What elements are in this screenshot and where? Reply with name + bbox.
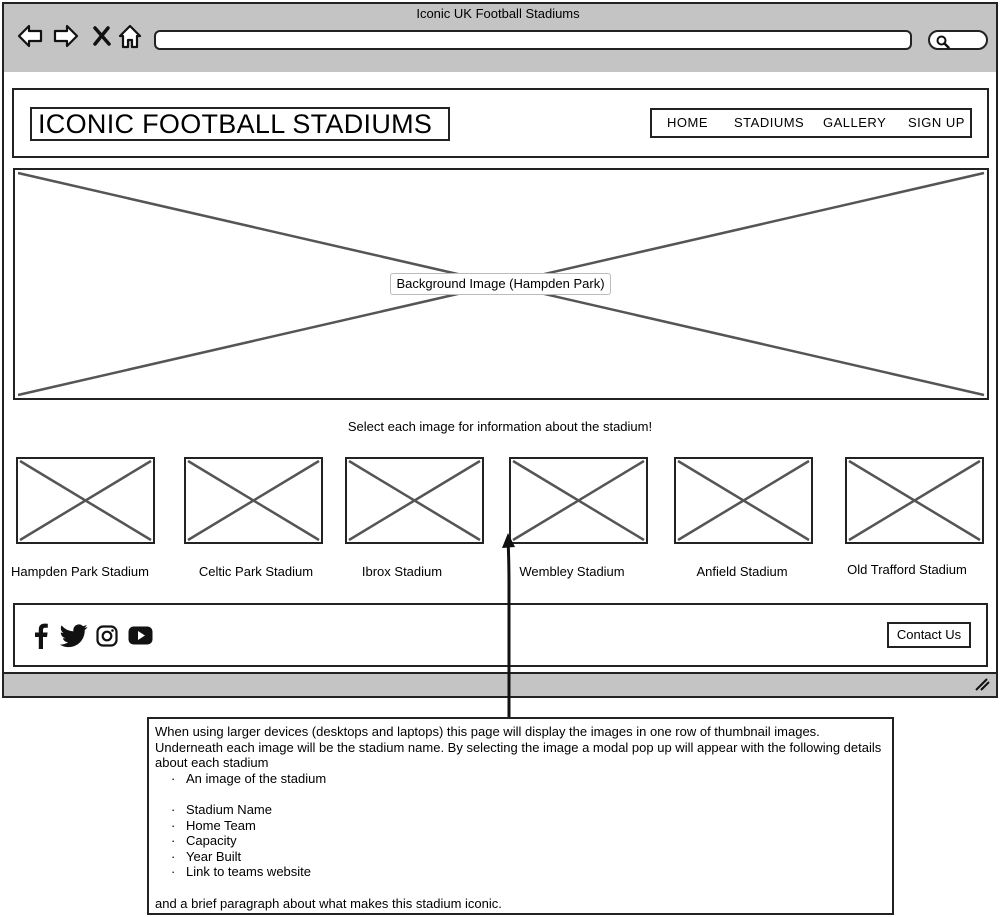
thumbnail-placeholder-cross (676, 459, 811, 542)
thumbnail-celtic-park[interactable] (184, 457, 323, 544)
annotation-list-item: · An image of the stadium (171, 771, 886, 787)
thumbnail-wembley[interactable] (509, 457, 648, 544)
nav-gallery[interactable]: GALLERY (823, 115, 887, 130)
site-title: ICONIC FOOTBALL STADIUMS (30, 107, 450, 141)
forward-arrow-icon[interactable] (52, 22, 80, 50)
browser-status-bar (2, 672, 998, 698)
address-bar[interactable] (154, 30, 912, 50)
thumbnail-anfield[interactable] (674, 457, 813, 544)
annotation-list-image (155, 771, 886, 787)
annotation-list-item: · Home Team (171, 818, 886, 834)
annotation-list-item: · Year Built (171, 849, 886, 865)
nav-sign-up[interactable]: SIGN UP (908, 115, 965, 130)
instructions-text: Select each image for information about the stadium! (347, 419, 653, 434)
annotation-outro: and a brief paragraph about what makes this stadium iconic. (155, 895, 502, 911)
contact-us-button[interactable]: Contact Us (887, 622, 971, 648)
window-title: Iconic UK Football Stadiums (416, 6, 580, 21)
stadium-caption-anfield: Anfield Stadium (696, 564, 788, 579)
annotation-list-details (155, 802, 886, 880)
browser-search-box[interactable] (928, 30, 988, 50)
thumbnail-hampden-park[interactable] (16, 457, 155, 544)
twitter-icon[interactable] (60, 624, 88, 648)
hero-image-label: Background Image (Hampden Park) (390, 273, 611, 295)
site-footer (13, 603, 988, 667)
annotation-list-item: · Link to teams website (171, 864, 886, 880)
resize-grip-icon[interactable] (974, 677, 990, 691)
instagram-icon[interactable] (96, 625, 118, 647)
nav-stadiums[interactable]: STADIUMS (734, 115, 805, 130)
back-arrow-icon[interactable] (16, 22, 44, 50)
search-icon (936, 35, 950, 49)
annotation-list-item: · Capacity (171, 833, 886, 849)
close-icon[interactable] (88, 22, 116, 50)
annotation-note (147, 717, 894, 915)
thumbnail-placeholder-cross (847, 459, 982, 542)
stadium-caption-wembley: Wembley Stadium (519, 564, 625, 579)
thumbnail-placeholder-cross (511, 459, 646, 542)
stadium-caption-ibrox: Ibrox Stadium (361, 564, 443, 579)
home-icon[interactable] (116, 22, 144, 50)
thumbnail-ibrox[interactable] (345, 457, 484, 544)
thumbnail-placeholder-cross (347, 459, 482, 542)
thumbnail-placeholder-cross (186, 459, 321, 542)
thumbnail-old-trafford[interactable] (845, 457, 984, 544)
facebook-icon[interactable] (32, 622, 50, 650)
nav-home[interactable]: HOME (667, 115, 708, 130)
youtube-icon[interactable] (128, 626, 153, 645)
stadium-caption-hampden-park: Hampden Park Stadium (10, 564, 149, 579)
annotation-intro: When using larger devices (desktops and laptops) this page will display the images in one row of thumbnail images. Underneath each image will be the stadium name. By selecting the image a modal pop up will appear with the following details about each stadium (155, 724, 882, 771)
stadium-caption-old-trafford: Old Trafford Stadium (847, 562, 967, 577)
annotation-list-item: · Stadium Name (171, 802, 886, 818)
thumbnail-placeholder-cross (18, 459, 153, 542)
stadium-caption-celtic-park: Celtic Park Stadium (198, 564, 314, 579)
